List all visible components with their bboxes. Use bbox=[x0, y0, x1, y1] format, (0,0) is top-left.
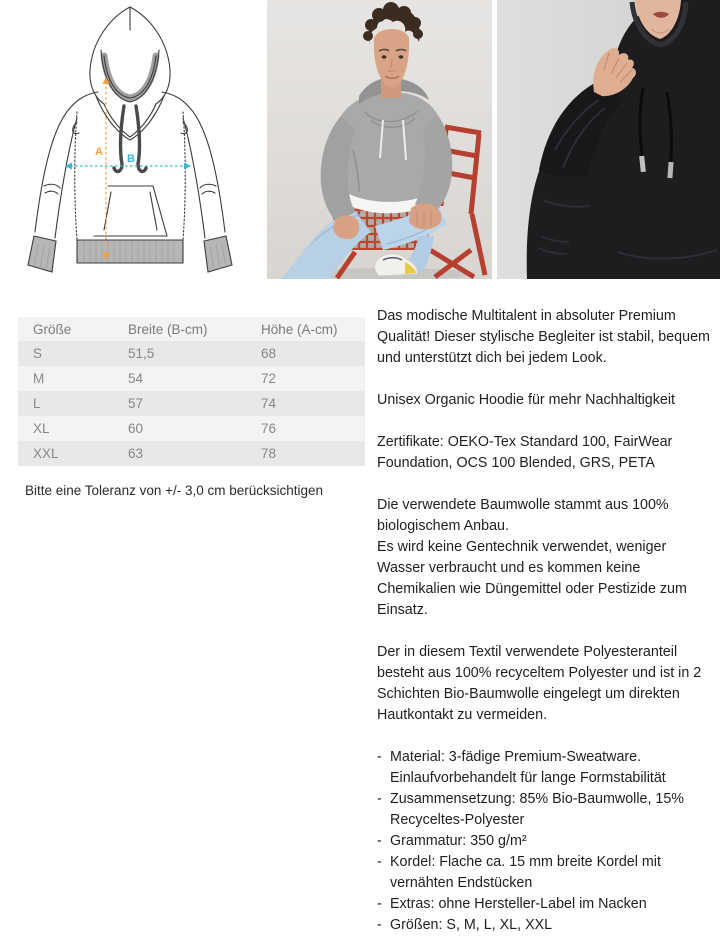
col-header-size: Größe bbox=[33, 321, 72, 337]
size-cell: L bbox=[33, 396, 41, 411]
size-table-row-l bbox=[18, 391, 365, 416]
description-paragraph: Es wird keine Gentechnik verwendet, weniger Wasser verbraucht und es kommen keine Chemikalien wie Düngemittel oder Pestizide zum Einsatz. bbox=[377, 539, 687, 618]
size-cell: S bbox=[33, 346, 43, 361]
height-cell: 74 bbox=[261, 396, 277, 411]
bullet-dash: - bbox=[377, 896, 382, 912]
col-header-height: Höhe (A-cm) bbox=[261, 321, 338, 337]
height-cell: 78 bbox=[261, 446, 277, 461]
male-model-gray-hoodie bbox=[267, 0, 492, 279]
hoodie-outline bbox=[35, 7, 225, 240]
size-cell: M bbox=[33, 371, 45, 386]
bullet-dash: - bbox=[377, 749, 382, 765]
size-table-row-xl bbox=[18, 416, 365, 441]
measurement-b bbox=[65, 153, 191, 170]
spec-item-weight: - Grammatur: 350 g/m² bbox=[377, 831, 718, 852]
product-image-gallery bbox=[0, 0, 720, 279]
width-cell: 63 bbox=[128, 446, 144, 461]
spec-item-sizes: - Größen: S, M, L, XL, XXL bbox=[377, 915, 718, 936]
model-photo-female[interactable] bbox=[497, 0, 720, 279]
spec-item-composition: - Zusammensetzung: 85% Bio-Baumwolle, 15% Recyceltes-Polyester bbox=[377, 789, 718, 831]
spec-list bbox=[377, 747, 718, 936]
size-table bbox=[18, 317, 365, 466]
spec-item-cord: - Kordel: Flache ca. 15 mm breite Kordel mit vernähten Endstücken bbox=[377, 852, 718, 894]
size-table-row-xxl bbox=[18, 441, 365, 466]
height-cell: 76 bbox=[261, 421, 277, 436]
description-paragraph: Das modische Multitalent in absoluter Premium Qualität! Dieser stylische Begleiter ist stabil, bequem und unterstützt dich bei jedem Look. bbox=[377, 308, 710, 366]
bullet-dash: - bbox=[377, 917, 382, 933]
measurement-label-b: B bbox=[127, 153, 135, 165]
width-cell: 57 bbox=[128, 396, 144, 411]
description-paragraph: Unisex Organic Hoodie für mehr Nachhaltigkeit bbox=[377, 392, 675, 408]
height-cell: 68 bbox=[261, 346, 277, 361]
description-paragraph: Der in diesem Textil verwendete Polyesteranteil besteht aus 100% recyceltem Polyester und ist in 2 Schichten Bio-Baumwolle eingelegt um direkten Hautkontakt zu vermeiden. bbox=[377, 644, 702, 723]
size-table-header-row bbox=[18, 317, 365, 341]
description-paragraph: Die verwendete Baumwolle stammt aus 100% biologischem Anbau. bbox=[377, 497, 669, 534]
width-cell: 54 bbox=[128, 371, 144, 386]
measurement-label-a: A bbox=[95, 146, 103, 158]
col-header-width: Breite (B-cm) bbox=[128, 321, 208, 337]
hoodie-size-diagram bbox=[0, 0, 267, 279]
spec-item-material: - Material: 3-fädige Premium-Sweatware. Einlaufvorbehandelt für lange Formstabilität bbox=[377, 747, 718, 789]
bullet-dash: - bbox=[377, 854, 382, 870]
height-cell: 72 bbox=[261, 371, 277, 386]
size-table-row-s bbox=[18, 341, 365, 366]
size-cell: XXL bbox=[33, 446, 59, 461]
hoodie-cuffs-waistband bbox=[28, 236, 232, 272]
description-paragraph: Zertifikate: OEKO-Tex Standard 100, FairWear Foundation, OCS 100 Blended, GRS, PETA bbox=[377, 434, 673, 471]
measurement-arrow-b-right bbox=[184, 163, 191, 170]
width-cell: 60 bbox=[128, 421, 144, 436]
product-description bbox=[377, 306, 718, 936]
tolerance-note: Bitte eine Toleranz von +/- 3,0 cm berücksichtigen bbox=[25, 483, 324, 498]
female-model-black-hoodie bbox=[497, 0, 720, 279]
spec-item-extras: - Extras: ohne Hersteller-Label im Nacken bbox=[377, 894, 718, 915]
size-table-row-m bbox=[18, 366, 365, 391]
bullet-dash: - bbox=[377, 791, 382, 807]
width-cell: 51,5 bbox=[128, 346, 155, 361]
size-cell: XL bbox=[33, 421, 50, 436]
bullet-dash: - bbox=[377, 833, 382, 849]
size-diagram-image[interactable] bbox=[0, 0, 267, 279]
model-photo-male[interactable] bbox=[267, 0, 492, 279]
